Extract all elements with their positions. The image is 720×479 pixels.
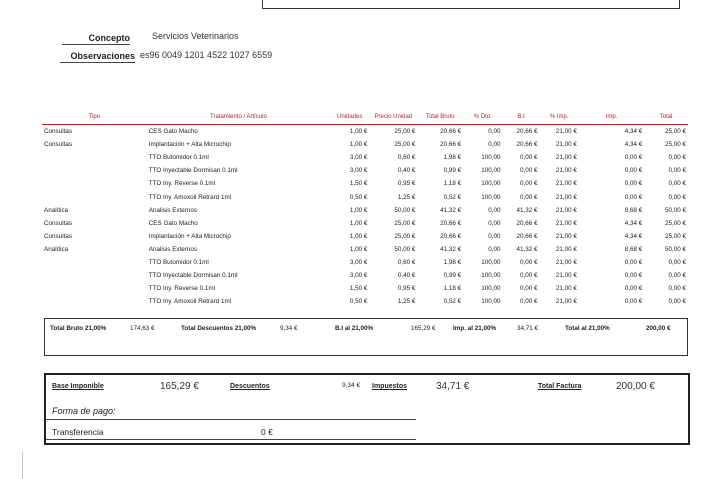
table-cell: 25,00 € [394,232,416,240]
table-body [42,125,688,309]
table-cell: Analítica [44,206,69,214]
table-row [42,190,688,203]
table-cell: 3,00 € [349,154,368,162]
total-value: 200,00 € [646,325,671,332]
table-cell: 0,00 € [624,180,643,188]
top-box-label [265,0,278,1]
table-cell: Analisis Externos [148,206,198,214]
total-factura-label: Total Factura [538,383,582,390]
table-cell: 25,00 € [394,219,416,227]
table-cell: 3,00 € [349,258,368,266]
table-row [42,217,688,230]
table-cell: 1,00 € [349,141,368,149]
table-cell: 0,00 € [668,272,686,280]
table-cell: 100,00 [481,154,501,162]
table-cell: 0,00 € [520,298,538,306]
imp-value: 34,71 € [517,325,539,332]
table-cell: 0,00 € [520,285,538,293]
table-cell: 3,00 € [349,167,368,175]
forma-pago-label: Forma de pago: [52,406,116,416]
table-cell: 21,00 € [555,154,577,162]
concepto-label: Concepto [62,33,130,45]
table-cell: 0,00 € [520,258,538,266]
observaciones-value: es96 0049 1201 4522 1027 6559 [140,50,273,60]
table-row [42,125,688,139]
table-cell: 1,50 € [349,180,368,188]
table-cell: 25,00 € [394,141,416,149]
column-header: Total Bruto [417,110,463,125]
table-cell: 0,00 [488,219,501,227]
transferencia-divider [46,439,416,440]
table-header-row [42,110,688,125]
table-cell: 8,68 € [624,206,643,214]
transferencia-value: 0 € [261,427,273,437]
table-row [42,269,688,282]
total-bruto-label: Total Bruto 21,00% [50,325,107,332]
table-row [42,164,688,177]
table-cell: 0,50 € [349,298,368,306]
table-cell: Consultas [44,219,73,227]
table-cell: 50,00 € [664,245,686,253]
table-cell: 0,00 [488,141,501,149]
table-cell: 0,99 € [443,272,462,280]
table-cell: 100,00 [481,258,501,266]
table-cell: 0,00 € [668,258,686,266]
table-cell: 0,95 € [397,285,416,293]
table-cell: 0,00 € [624,285,643,293]
table-cell: 21,00 € [555,167,577,175]
total-factura-value: 200,00 € [616,381,655,392]
table-cell: TTO Butomidor 0.1ml [148,258,209,266]
table-cell: 21,00 € [555,285,577,293]
table-row [42,204,688,217]
table-cell: 4,34 € [624,141,643,149]
bi-value: 165,29 € [411,325,436,332]
table-cell [42,190,147,203]
table-cell: 21,00 € [555,245,577,253]
table-cell: 1,98 € [443,154,462,162]
table-cell: 21,00 € [555,128,577,136]
table-cell [42,295,147,308]
table-row [42,177,688,190]
table-cell: 0,00 € [520,154,538,162]
top-info-box [262,0,680,9]
table-cell: 21,00 € [555,272,577,280]
table-cell: 0,40 € [397,272,416,280]
table-cell: 21,00 € [555,232,577,240]
table-cell: 21,00 € [555,141,577,149]
table-cell: 0,00 € [624,193,643,201]
table-cell: 100,00 [481,272,501,280]
invoice-items-table [42,110,688,308]
column-header: % Imp. [540,110,579,125]
column-header: Tipo [42,110,147,125]
total-descuentos-value: 9,34 € [280,325,298,332]
top-box-value [349,0,373,1]
total-label: Total al 21,00% [565,325,610,332]
table-cell [42,269,147,282]
column-header: Imp. [579,110,644,125]
table-cell [42,151,147,164]
table-cell: 0,00 € [668,167,686,175]
table-cell: 0,00 € [668,285,686,293]
table-row [42,243,688,256]
table-cell: 20,66 € [516,128,538,136]
table-cell: 41,32 € [440,245,462,253]
table-cell: TTO Iny. Reverse 0.1ml [148,180,216,188]
table-cell: 0,00 [488,232,501,240]
table-cell: 0,00 € [668,298,686,306]
column-header: Unidades [330,110,369,125]
table-cell: TTO Inyectable Dormisan 0.1ml [148,272,238,280]
table-cell: Consultas [44,232,73,240]
impuestos-value: 34,71 € [436,381,470,392]
table-cell: 4,34 € [624,219,643,227]
table-cell: 100,00 [481,298,501,306]
table-cell: 0,00 € [668,180,686,188]
table-row [42,151,688,164]
transferencia-label: Transferencia [52,427,104,437]
table-cell: 0,00 € [520,167,538,175]
table-cell: 100,00 [481,180,501,188]
table-cell: 21,00 € [555,180,577,188]
table-cell: 41,32 € [516,245,538,253]
table-cell [42,177,147,190]
total-bruto-value: 174,63 € [130,325,155,332]
table-cell: Analisis Externos [148,245,198,253]
column-header: Precio Unidad [369,110,417,125]
table-cell: 1,00 € [349,219,368,227]
table-row [42,138,688,151]
table-cell: 0,99 € [443,167,462,175]
imp-label: Imp. al 21,00% [453,325,497,332]
table-cell: 1,00 € [349,245,368,253]
table-cell: 100,00 [481,193,501,201]
table-cell: 20,66 € [440,128,462,136]
table-cell: 20,66 € [440,141,462,149]
table-cell: 1,00 € [349,128,368,136]
table-cell: 0,00 [488,206,501,214]
table-cell: 21,00 € [555,193,577,201]
table-cell: 1,25 € [397,193,416,201]
table-cell: 100,00 [481,167,501,175]
table-cell: 0,00 € [520,193,538,201]
table-cell: 25,00 € [664,128,686,136]
table-cell: 0,00 € [668,154,686,162]
table-cell: 0,00 € [520,180,538,188]
table-cell: 0,00 € [668,193,686,201]
table-cell: 1,18 € [443,180,462,188]
table-cell: 0,40 € [397,167,416,175]
table-cell: 0,00 € [624,298,643,306]
table-row [42,295,688,308]
table-cell: 0,00 € [624,258,643,266]
concepto-value: Servicios Veterinarios [152,31,239,41]
table-cell: Analítica [44,245,69,253]
table-cell: 1,50 € [349,285,368,293]
table-cell: CES Gato Macho [148,219,198,227]
table-cell: 50,00 € [394,245,416,253]
table-cell [42,282,147,295]
table-cell: 50,00 € [664,206,686,214]
table-cell: 4,34 € [624,128,643,136]
table-cell: 0,60 € [397,258,416,266]
table-cell: 41,32 € [440,206,462,214]
table-cell: 0,52 € [443,193,462,201]
descuentos-value: 9,34 € [342,382,361,389]
table-cell: 0,00 € [624,272,643,280]
table-cell: 21,00 € [555,258,577,266]
table-cell: 1,25 € [397,298,416,306]
table-cell: 0,00 [488,245,501,253]
table-cell: 21,00 € [555,206,577,214]
descuentos-label: Descuentos [230,383,270,390]
table-cell: 20,66 € [516,141,538,149]
table-cell: 50,00 € [394,206,416,214]
table-cell: 100,00 [481,285,501,293]
table-cell: 21,00 € [555,298,577,306]
table-cell: 25,00 € [664,141,686,149]
table-cell: 25,00 € [664,232,686,240]
table-cell: 20,66 € [440,219,462,227]
totals-summary-box [44,318,688,356]
table-cell: TTO Inyectable Dormisan 0.1ml [148,167,238,175]
invoice-footer-box [44,373,690,445]
table-row [42,282,688,295]
table-cell: TTO Iny. Amoxoil Retrard 1ml [148,193,232,201]
column-header: % Dto. [463,110,502,125]
column-header: B.I [502,110,539,125]
table-cell: 1,00 € [349,206,368,214]
table-cell: CES Gato Macho [148,128,198,136]
table-cell: 25,00 € [394,128,416,136]
table-cell: Consultas [44,128,73,136]
table-cell: 8,68 € [624,245,643,253]
table-cell: 0,95 € [397,180,416,188]
table-cell: 1,98 € [443,258,462,266]
table-cell: TTO Iny. Reverse 0.1ml [148,285,216,293]
table-cell: 0,60 € [397,154,416,162]
base-imponible-label: Base Imponible [52,383,104,390]
impuestos-label: Impuestos [372,383,408,390]
table-cell: 20,66 € [516,232,538,240]
table-cell: 4,34 € [624,232,643,240]
column-header: Tratamiento / Artículo [147,110,330,125]
table-cell: Implantación + Alta Microchip [148,232,231,240]
table-cell: TTO Iny. Amoxoil Retrard 1ml [148,298,232,306]
table-row [42,256,688,269]
table-cell: 41,32 € [516,206,538,214]
table-cell: 1,18 € [443,285,462,293]
table-cell: Consultas [44,141,73,149]
forma-pago-divider [46,419,416,420]
table-row [42,230,688,243]
table-cell: 0,00 [488,128,501,136]
observaciones-label: Observaciones [60,51,135,63]
table-cell: 25,00 € [664,219,686,227]
table-cell: 21,00 € [555,219,577,227]
table-cell: 3,00 € [349,272,368,280]
table-cell: 0,50 € [349,193,368,201]
base-imponible-value: 165,29 € [160,381,199,392]
table-cell [42,256,147,269]
table-cell: Implantación + Alta Microchip [148,141,231,149]
page-edge-rule [22,452,23,479]
table-cell: 0,52 € [443,298,462,306]
table-cell [42,164,147,177]
table-cell: TTO Butomidor 0.1ml [148,154,209,162]
table-cell: 0,00 € [520,272,538,280]
bi-label: B.I al 21,00% [335,325,374,332]
table-cell: 20,66 € [440,232,462,240]
column-header: Total [644,110,688,125]
table-cell: 0,00 € [624,167,643,175]
table-cell: 1,00 € [349,232,368,240]
table-cell: 20,66 € [516,219,538,227]
table-cell: 0,00 € [624,154,643,162]
total-descuentos-label: Total Descuentos 21,00% [181,325,257,332]
